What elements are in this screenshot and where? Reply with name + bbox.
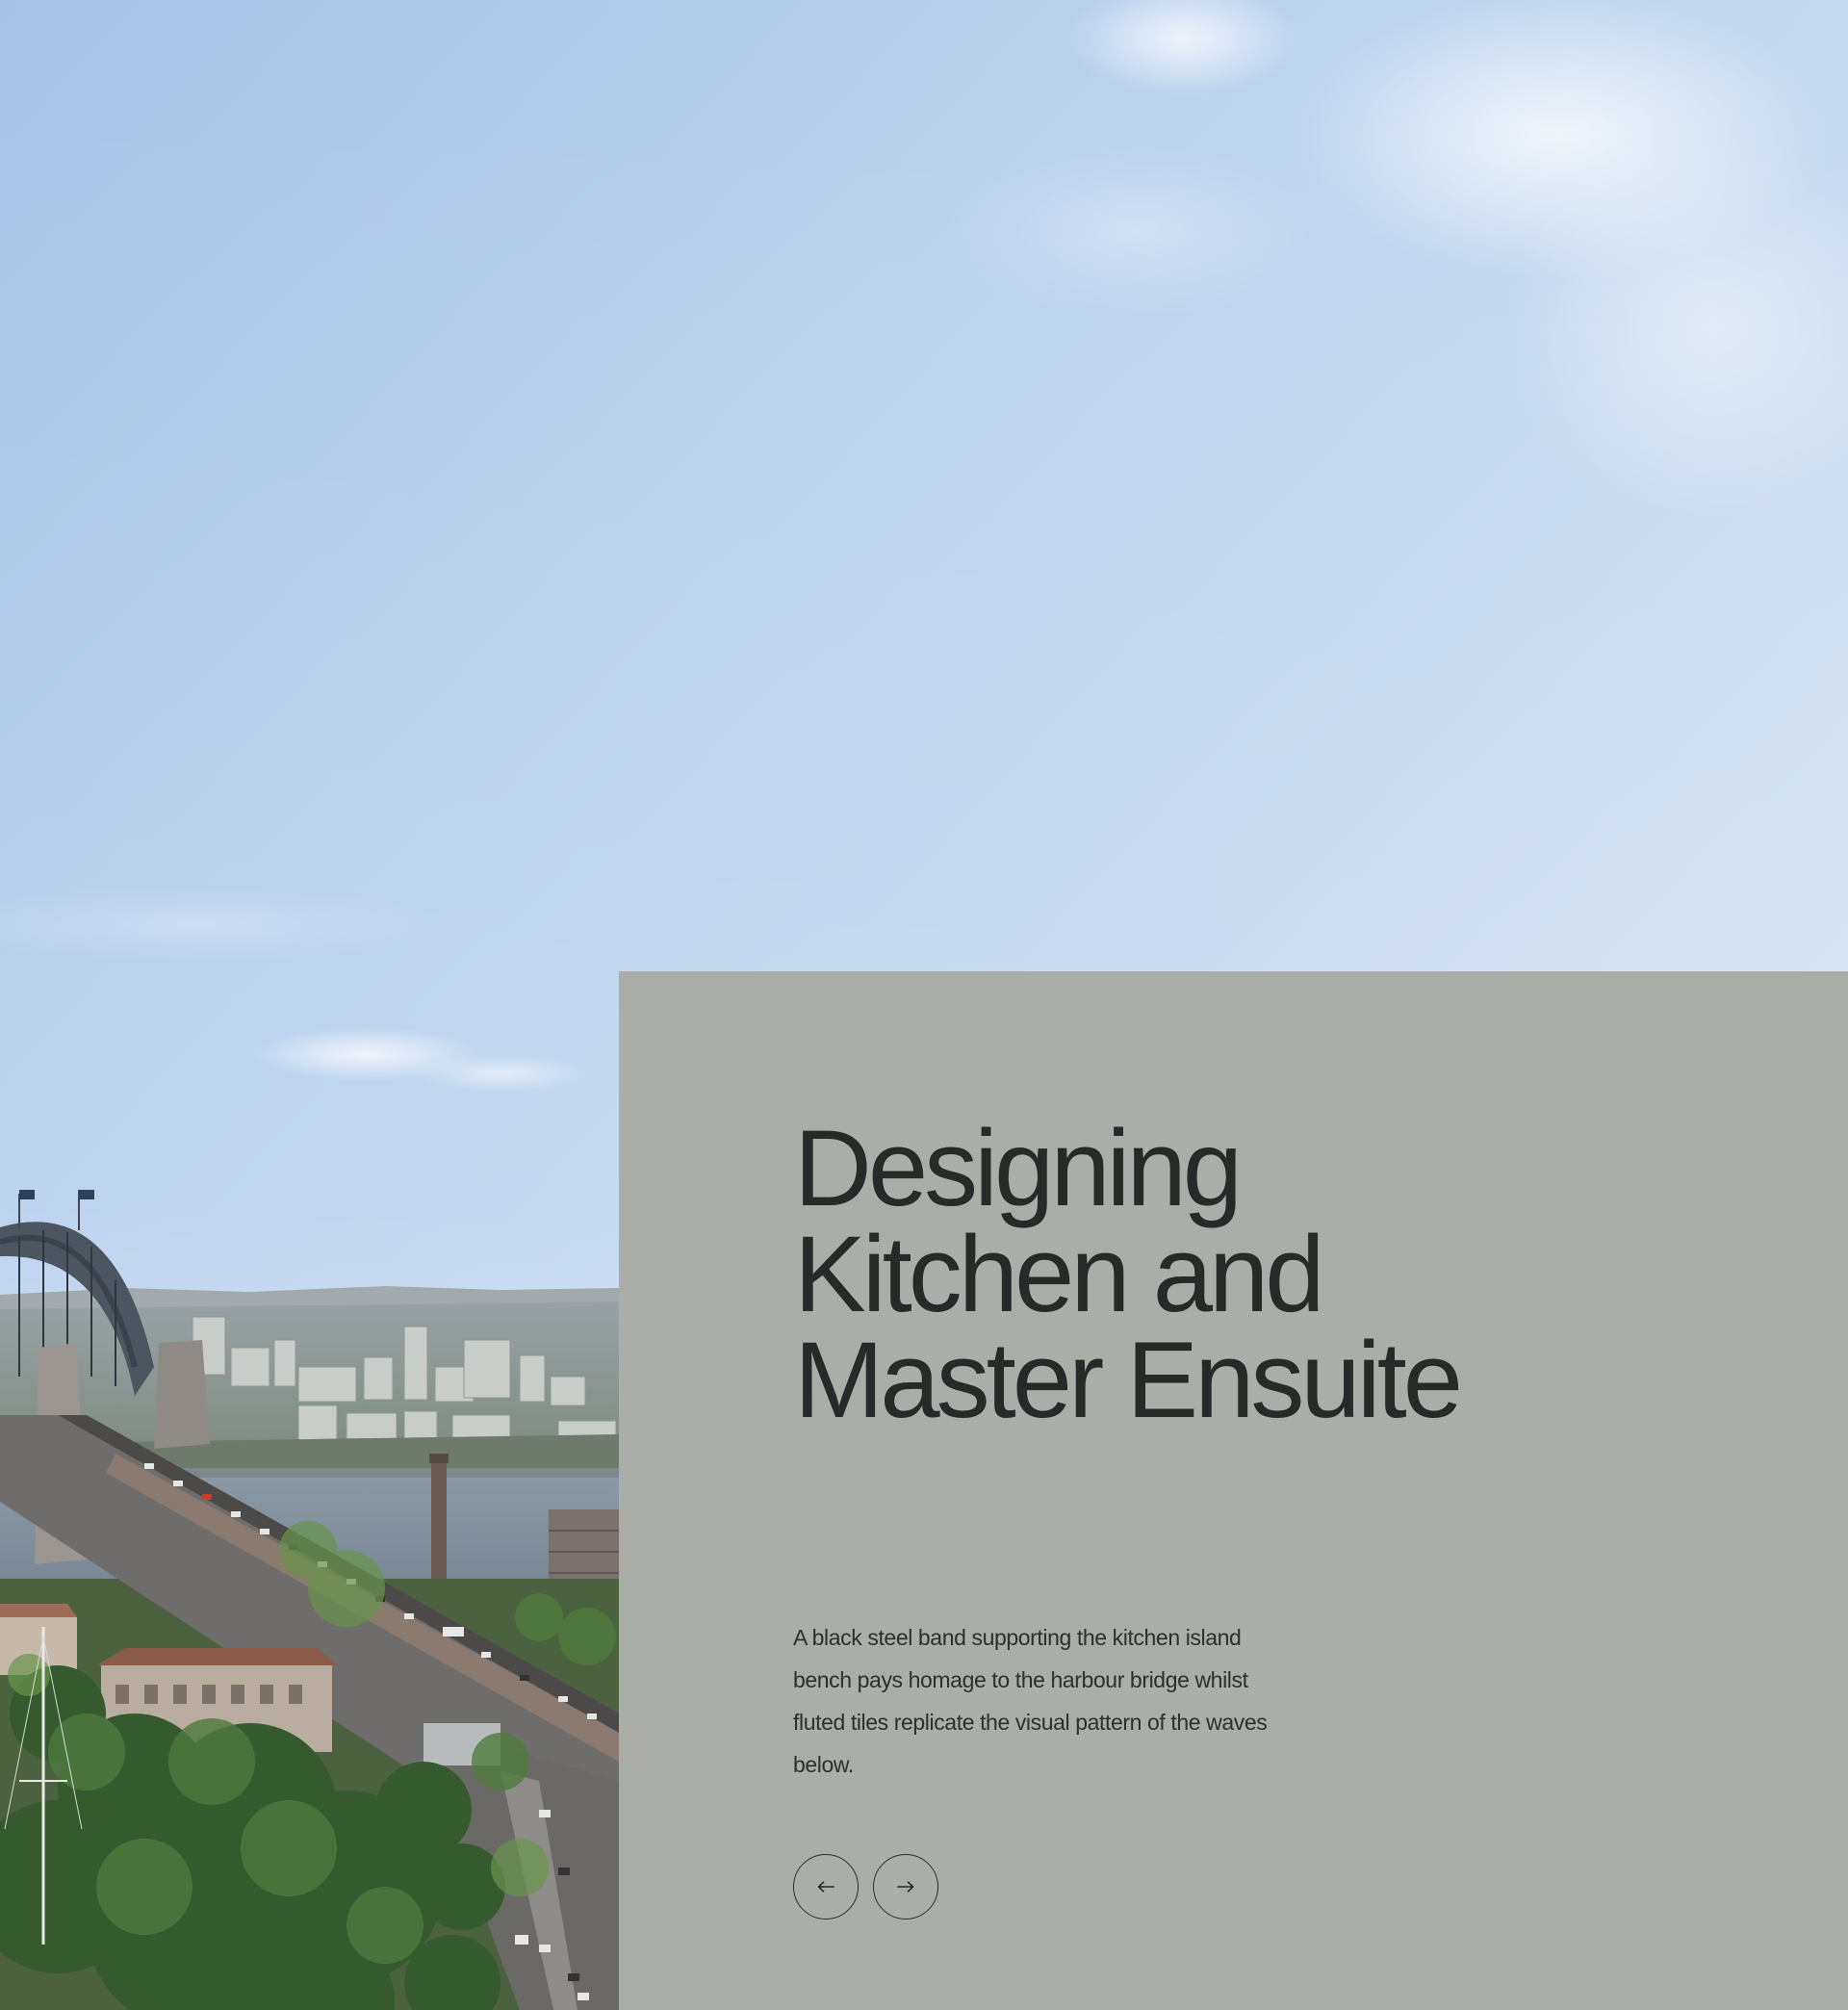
feature-title [794, 1108, 1757, 1440]
previous-button[interactable] [793, 1854, 859, 1920]
slider-nav [793, 1854, 938, 1920]
feature-panel [619, 971, 1848, 2010]
feature-title-line: Master Ensuite [794, 1320, 1459, 1440]
feature-title-line: Kitchen and [794, 1214, 1322, 1334]
feature-description: A black steel band supporting the kitchen island bench pays homage to the harbour bridge whilst fluted tiles replicate the visual pattern of the waves below. [793, 1625, 1268, 1777]
next-button[interactable] [873, 1854, 938, 1920]
feature-title-line: Designing [794, 1108, 1240, 1228]
arrow-left-icon [817, 1881, 834, 1893]
arrow-right-icon [897, 1881, 914, 1893]
